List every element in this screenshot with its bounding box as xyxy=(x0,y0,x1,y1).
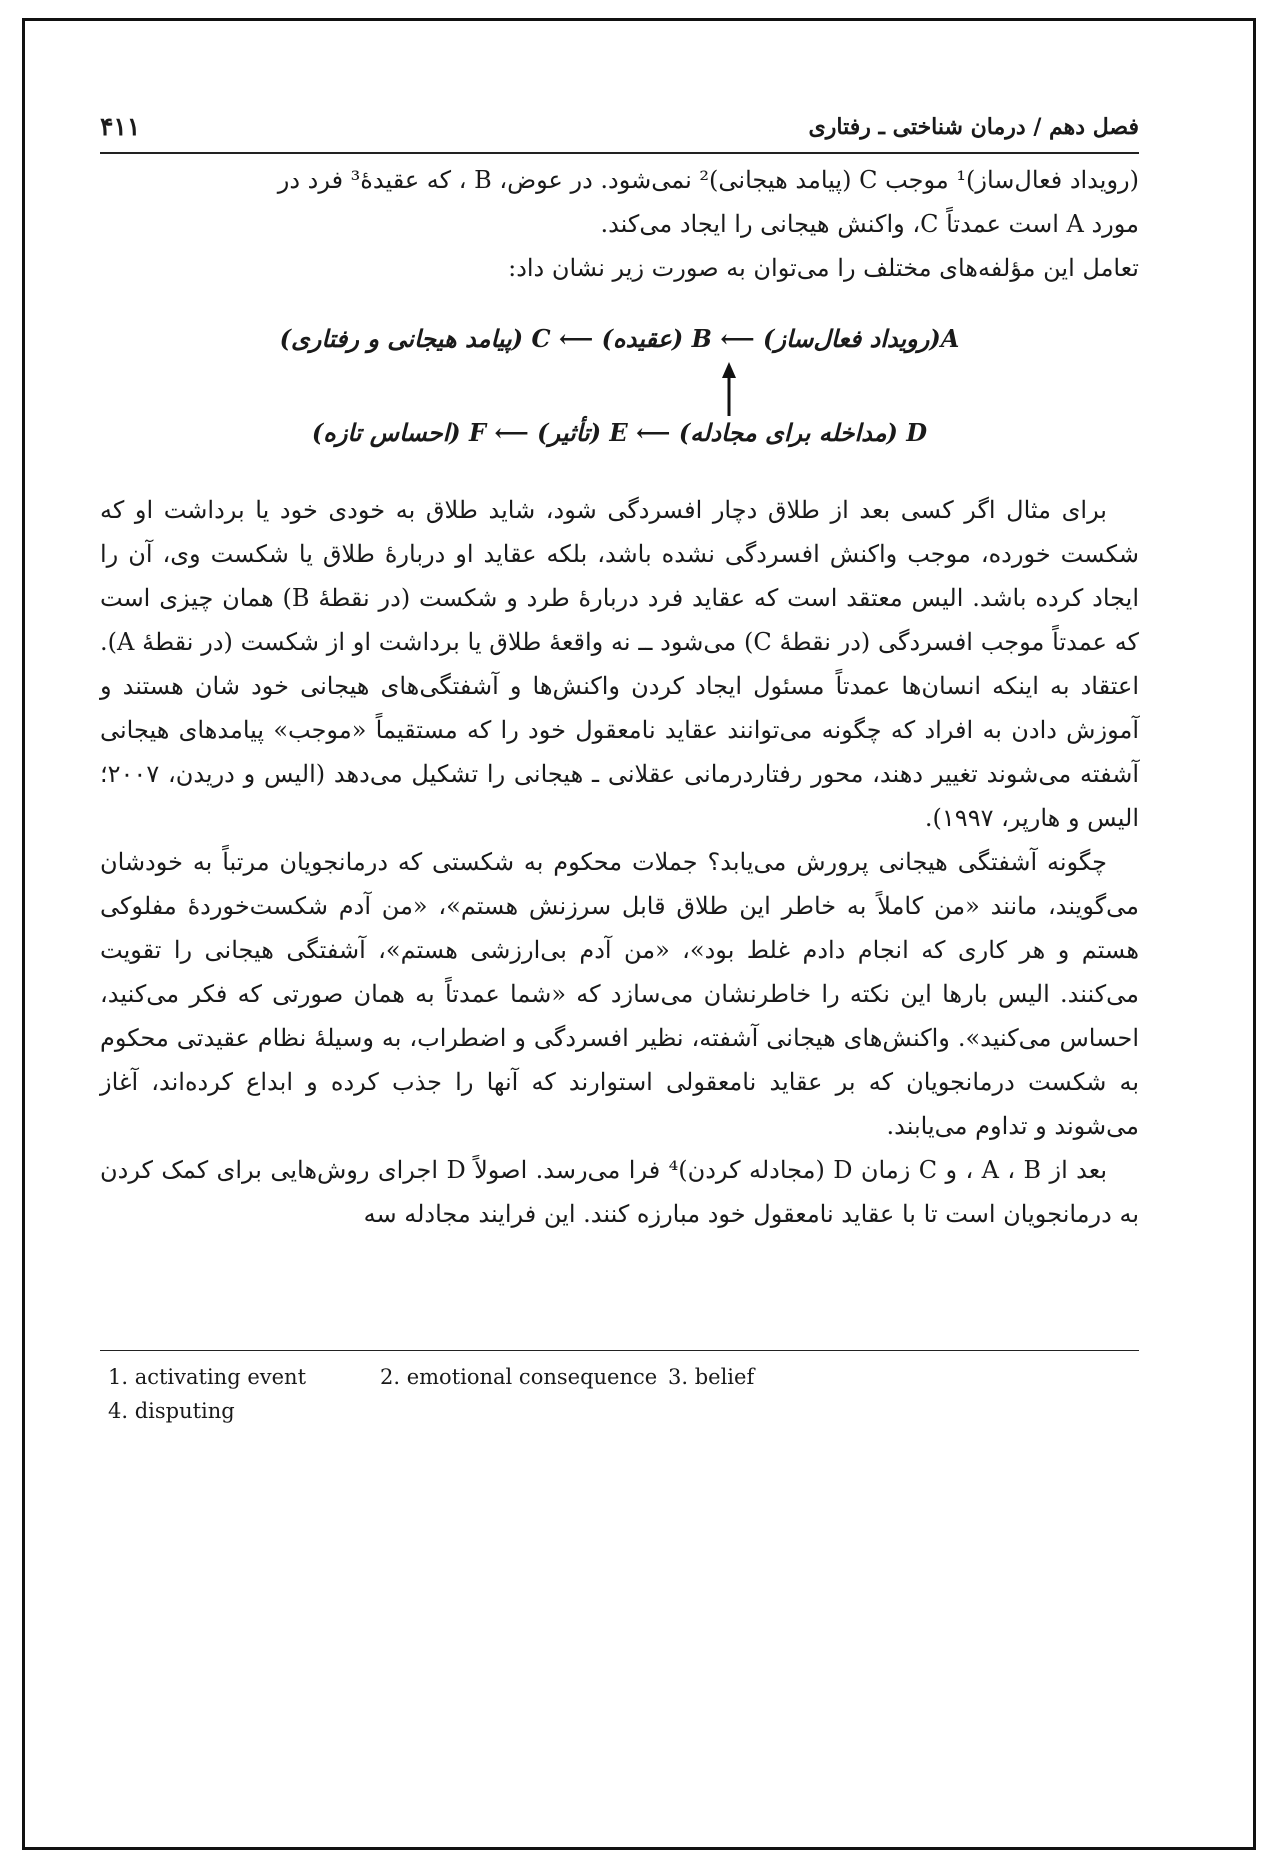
intro-line: تعامل این مؤلفه‌های مختلف را می‌توان به صورت زیر نشان داد: xyxy=(508,254,1139,282)
paragraph: چگونه آشفتگی هیجانی پرورش می‌یابد؟ جملات محکوم به شکستی که درمانجویان مرتباً به خودشان می‌گویند، مانند «من کاملاً به خاطر این طلاق قابل سرزنش هستم»، «من آدم شکست‌خوردهٔ مفلوکی هستم و هر کاری که انجام دادم غلط بود»، «من آدم بی‌ارزشی هستم»، آشفتگی هیجانی را تقویت می‌کنند. الیس بارها این نکته را خاطرنشان می‌سازد که «شما عمدتاً به همان صورتی که فکر می‌کنید، احساس می‌کنید». واکنش‌های هیجانی آشفته، نظیر افسردگی و اضطراب، به وسیلهٔ نظام عقیدتی محکوم به شکست درمانجویان که بر عقاید نامعقولی استوارند که آنها را جذب کرده و ابداع کرده‌اند، آغاز می‌شوند و تداوم می‌یابند. xyxy=(100,848,1139,1140)
intro-line: مورد A است عمدتاً C، واکنش هیجانی را ایجاد می‌کند. xyxy=(600,210,1139,238)
abc-diagram xyxy=(100,318,1139,458)
page-header xyxy=(100,112,1139,152)
paragraph: بعد از A ، B ، و C زمان D (مجادله کردن)⁴ فرا می‌رسد. اصولاً D اجرای روش‌هایی برای کمک کردن به درمانجویان است تا با عقاید نامعقول خود مبارزه کنند. این فرایند مجادله سه xyxy=(100,1156,1139,1228)
intro-text xyxy=(100,158,1139,290)
diagram-bottom-row: D (مداخله برای مجادله) ⟵ E (تأثیر) ⟵ F (احساس تازه) xyxy=(311,418,928,447)
intro-line: (رویداد فعال‌ساز)¹ موجب C (پیامد هیجانی)² نمی‌شود. در عوض، B ، که عقیدهٔ³ فرد در xyxy=(277,166,1139,194)
main-text xyxy=(100,488,1139,1236)
chapter-title: فصل دهم / درمان شناختی ـ رفتاری xyxy=(808,114,1139,140)
footnote-rule xyxy=(100,1350,1139,1351)
header-rule xyxy=(100,152,1139,154)
up-arrow-icon xyxy=(722,362,736,418)
paragraph: برای مثال اگر کسی بعد از طلاق دچار افسردگی شود، شاید طلاق به خودی خود یا برداشت او که شکست خورده، موجب واکنش افسردگی نشده باشد، بلکه عقاید او دربارهٔ طلاق یا شکست وی، آن را ایجاد کرده باشد. الیس معتقد است که عقاید فرد دربارهٔ طرد و شکست (در نقطهٔ B) همان چیزی است که عمدتاً موجب افسردگی (در نقطهٔ C) می‌شود ــ نه واقعهٔ طلاق یا برداشت او از شکست (در نقطهٔ A). اعتقاد به اینکه انسان‌ها عمدتاً مسئول ایجاد کردن واکنش‌ها و آشفتگی‌های هیجانی خود شان هستند و آموزش دادن به افراد که چگونه می‌توانند عقاید نامعقول خود را که مستقیماً «موجب» پیامدهای هیجانی آشفته می‌شوند تغییر دهند، محور رفتاردرمانی عقلانی ـ هیجانی را تشکیل می‌دهد (الیس و دریدن، ۲۰۰۷؛ الیس و هارپر، ۱۹۹۷). xyxy=(100,496,1140,832)
diagram-top-row: A(رویداد فعال‌ساز) ⟵ B (عقیده) ⟵ C (پیامد هیجانی و رفتاری) xyxy=(279,324,960,353)
footnote: 3. belief xyxy=(668,1365,755,1389)
footnote: 1. activating event xyxy=(108,1365,307,1389)
page-number: ۴۱۱ xyxy=(100,112,141,141)
footnote: 2. emotional consequence xyxy=(380,1365,658,1389)
footnote: 4. disputing xyxy=(108,1399,235,1423)
